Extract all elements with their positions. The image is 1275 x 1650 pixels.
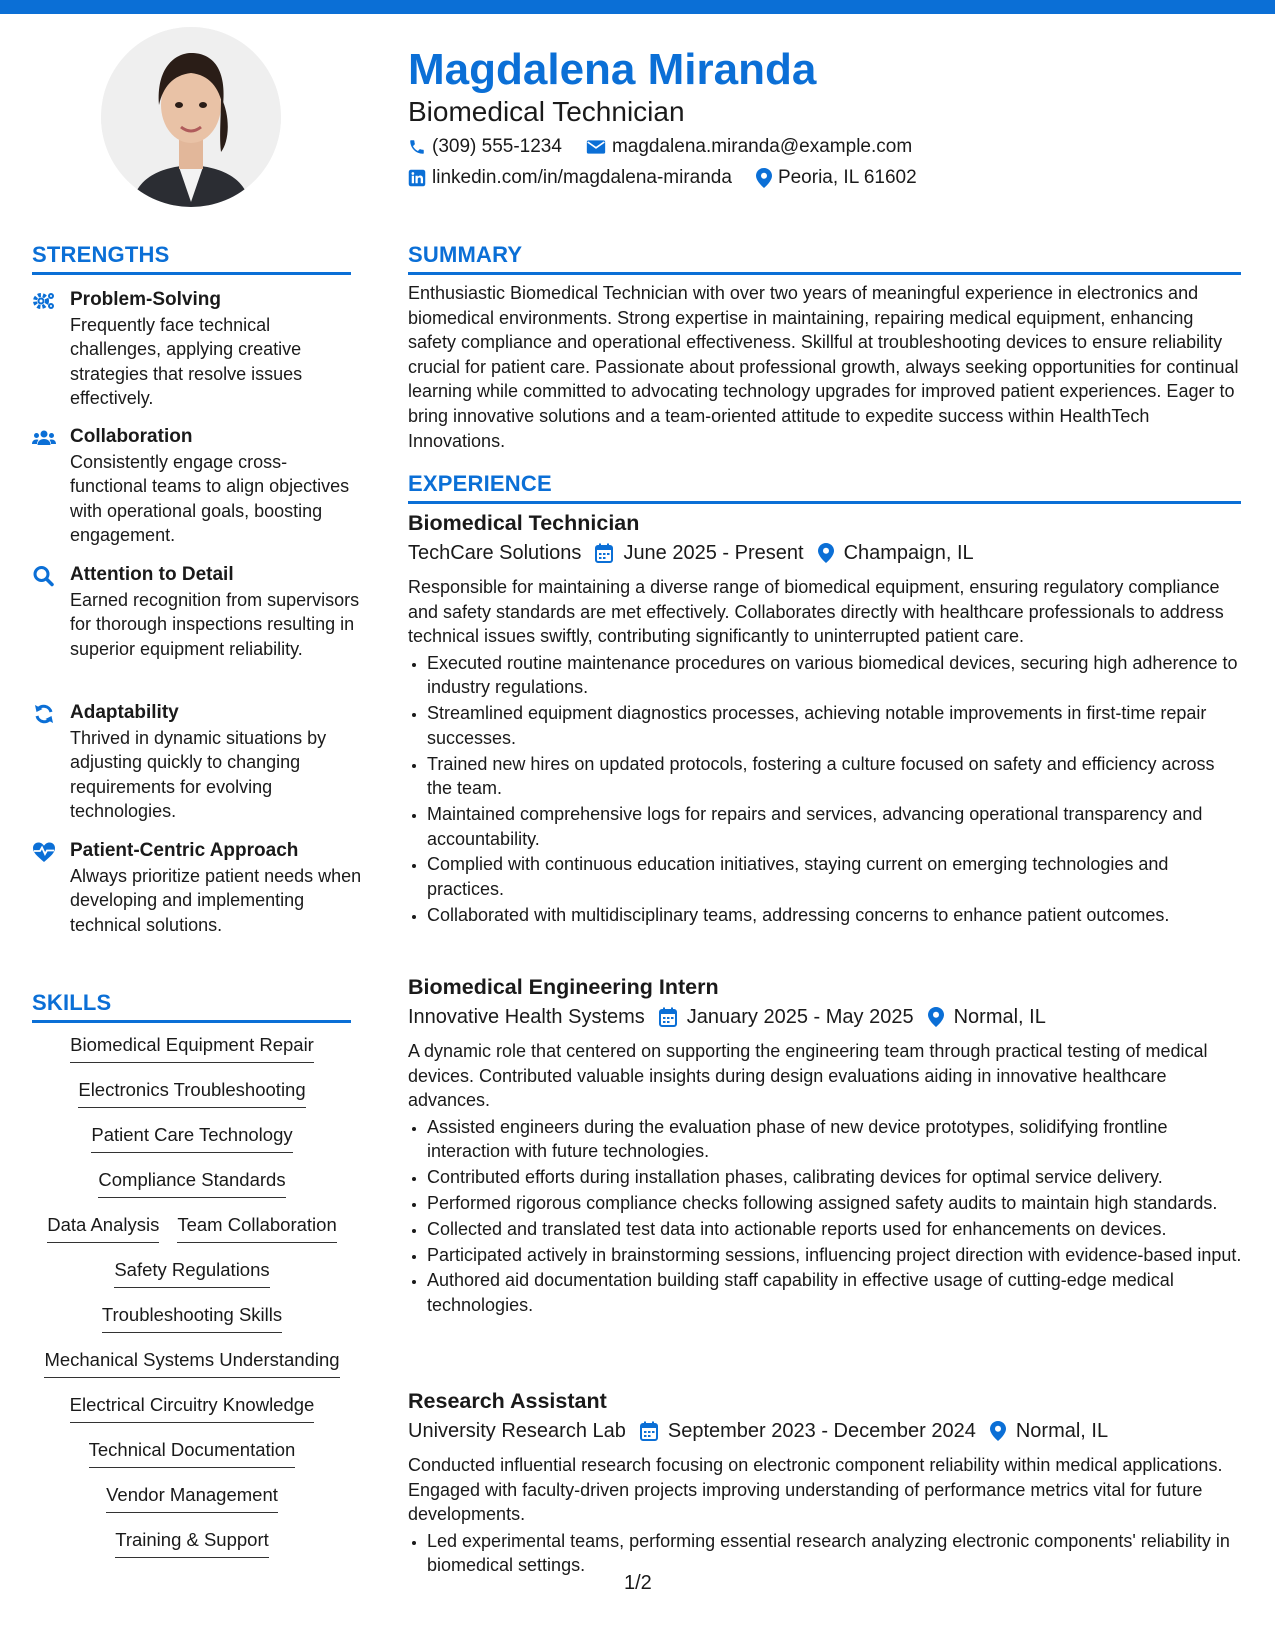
envelope-icon xyxy=(586,139,606,155)
job-location: Champaign, IL xyxy=(843,542,974,564)
job-bullet: • Participated actively in brainstorming sessions, influencing project direction with evidence-based input. xyxy=(427,1243,1242,1268)
job-company: TechCare Solutions xyxy=(408,542,582,564)
skills-heading: SKILLS xyxy=(32,990,112,1015)
job-entry xyxy=(408,1387,1242,1579)
strength-item xyxy=(32,288,362,418)
skill-tag: Electronics Troubleshooting xyxy=(78,1078,305,1108)
linkedin-contact[interactable] xyxy=(408,166,732,190)
page-number: 1/2 xyxy=(624,1572,652,1594)
job-bullet: • Led experimental teams, performing essential research analyzing electronic components' reliability in biomedical settings. xyxy=(427,1529,1242,1578)
top-accent-bar xyxy=(0,0,1275,14)
job-company: University Research Lab xyxy=(408,1420,626,1442)
job-entry xyxy=(408,509,1242,928)
skill-tag: Technical Documentation xyxy=(89,1438,296,1468)
job-meta xyxy=(408,1003,1242,1031)
strength-description: Always prioritize patient needs when developing and implementing technical solutions. xyxy=(70,866,362,935)
candidate-name: Magdalena Miranda xyxy=(408,45,817,94)
skill-tag: Safety Regulations xyxy=(114,1258,269,1288)
skill-tag: Electrical Circuitry Knowledge xyxy=(70,1393,315,1423)
map-pin-icon xyxy=(818,543,834,563)
job-entry xyxy=(408,973,1242,1319)
summary-text: Enthusiastic Biomedical Technician with over two years of meaningful experience in electronics and biomedical environments. Strong expertise in maintaining, repairing medical equipment, enhancing safety compliance and operational effectiveness. Skillful at troubleshooting devices to ensure reliability crucial for patient care. Passionate about professional growth, always seeking opportunities for continual learning while committed to advocating technology upgrades for improved patient experiences. Eager to bring innovative solutions and a team-oriented attitude to expedite success within HealthTech Innovations. xyxy=(408,283,1239,451)
job-location: Normal, IL xyxy=(953,1006,1046,1028)
job-description: Conducted influential research focusing on electronic component reliability within medical applications. Engaged with faculty-driven projects improving understanding of performance metrics vital for future developments. xyxy=(408,1455,1223,1525)
job-bullet: • Contributed efforts during installation phases, calibrating devices for optimal service delivery. xyxy=(427,1165,1242,1190)
location-text: Peoria, IL 61602 xyxy=(777,167,917,188)
job-bullets xyxy=(408,1115,1242,1318)
phone-icon xyxy=(408,138,426,156)
phone-contact xyxy=(408,135,562,159)
job-description: Responsible for maintaining a diverse range of biomedical equipment, ensuring regulatory compliance and safety standards are met effectively. Collaborates directly with healthcare professionals to address technical issues swiftly, contributing significantly to uninterrupted patient care. xyxy=(408,577,1224,647)
job-bullet: • Streamlined equipment diagnostics processes, achieving notable improvements in first-time repair successes. xyxy=(427,701,1242,750)
experience-heading: EXPERIENCE xyxy=(408,471,552,496)
email-contact[interactable] xyxy=(586,135,912,159)
job-dates: January 2025 - May 2025 xyxy=(686,1006,914,1028)
strength-description: Consistently engage cross-functional teams to align objectives with operational goals, boosting engagement. xyxy=(70,452,350,546)
job-bullets xyxy=(408,1529,1242,1578)
strengths-heading: STRENGTHS xyxy=(32,242,170,267)
skill-tag: Troubleshooting Skills xyxy=(102,1303,282,1333)
map-pin-icon xyxy=(756,168,772,188)
strength-item xyxy=(32,701,362,831)
heart-pulse-icon xyxy=(32,841,56,863)
strength-description: Earned recognition from supervisors for thorough inspections resulting in superior equipment reliability. xyxy=(70,590,360,659)
job-bullet: • Maintained comprehensive logs for repairs and services, advancing operational transparency and accountability. xyxy=(427,802,1242,851)
job-bullets xyxy=(408,651,1242,927)
experience-divider xyxy=(408,501,1241,504)
refresh-icon xyxy=(32,703,56,725)
calendar-icon xyxy=(640,1421,658,1441)
profile-photo xyxy=(101,27,281,207)
skill-tag: Biomedical Equipment Repair xyxy=(70,1033,314,1063)
strength-item xyxy=(32,839,362,969)
job-title: Research Assistant xyxy=(408,1389,607,1413)
phone-text: (309) 555-1234 xyxy=(432,136,562,157)
skill-tag: Compliance Standards xyxy=(98,1168,285,1198)
strengths-divider xyxy=(32,272,351,275)
job-bullet: • Collaborated with multidisciplinary teams, addressing concerns to enhance patient outcomes. xyxy=(427,903,1242,928)
skill-tag: Patient Care Technology xyxy=(91,1123,292,1153)
linkedin-text[interactable]: linkedin.com/in/magdalena-miranda xyxy=(432,167,732,188)
email-text[interactable]: magdalena.miranda@example.com xyxy=(611,136,913,157)
job-bullet: • Performed rigorous compliance checks following assigned safety audits to maintain high standards. xyxy=(427,1191,1242,1216)
candidate-title: Biomedical Technician xyxy=(408,96,685,127)
calendar-icon xyxy=(659,1007,677,1027)
strength-title: Problem-Solving xyxy=(70,289,221,310)
calendar-icon xyxy=(595,543,613,563)
location-contact xyxy=(756,166,917,190)
skills-list xyxy=(32,1033,352,1573)
summary-heading: SUMMARY xyxy=(408,242,523,267)
strength-title: Attention to Detail xyxy=(70,564,234,585)
job-location: Normal, IL xyxy=(1015,1420,1109,1442)
job-bullet: • Assisted engineers during the evaluation phase of new device prototypes, solidifying frontline interaction with future technologies. xyxy=(427,1115,1242,1164)
strength-description: Thrived in dynamic situations by adjusting quickly to changing requirements for evolving technologies. xyxy=(70,728,327,822)
skill-tag: Vendor Management xyxy=(106,1483,278,1513)
summary-divider xyxy=(408,272,1241,275)
strength-title: Patient-Centric Approach xyxy=(70,840,299,861)
job-bullet: • Authored aid documentation building staff capability in effective usage of cutting-edge medical technologies. xyxy=(427,1268,1242,1317)
skills-divider xyxy=(32,1020,351,1023)
gears-icon xyxy=(32,290,56,312)
job-meta xyxy=(408,1417,1242,1445)
job-meta xyxy=(408,539,1242,567)
contact-row-1 xyxy=(408,135,936,159)
job-dates: September 2023 - December 2024 xyxy=(667,1420,976,1442)
magnifier-icon xyxy=(32,565,56,587)
map-pin-icon xyxy=(990,1421,1006,1441)
strength-item xyxy=(32,563,362,693)
job-title: Biomedical Engineering Intern xyxy=(408,975,719,999)
users-icon xyxy=(32,427,56,449)
map-pin-icon xyxy=(928,1007,944,1027)
strength-title: Adaptability xyxy=(70,702,179,723)
linkedin-icon xyxy=(408,169,426,187)
job-description: A dynamic role that centered on supporting the engineering team through practical testing of medical devices. Contributed valuable insights during design evaluations aiding in innovative healthcare advances. xyxy=(408,1041,1208,1111)
skill-tag: Mechanical Systems Understanding xyxy=(44,1348,339,1378)
job-bullet: • Executed routine maintenance procedures on various biomedical devices, securing high adherence to industry regulations. xyxy=(427,651,1242,700)
strength-description: Frequently face technical challenges, applying creative strategies that resolve issues effectively. xyxy=(70,315,303,409)
skill-tag: Team Collaboration xyxy=(177,1213,336,1243)
job-bullet: • Trained new hires on updated protocols, fostering a culture focused on safety and efficiency across the team. xyxy=(427,752,1242,801)
contact-row-2 xyxy=(408,166,941,190)
job-bullet: • Complied with continuous education initiatives, staying current on emerging technologies and practices. xyxy=(427,852,1242,901)
job-dates: June 2025 - Present xyxy=(623,542,804,564)
job-company: Innovative Health Systems xyxy=(408,1006,645,1028)
strength-item xyxy=(32,425,362,555)
strength-title: Collaboration xyxy=(70,426,193,447)
skill-tag: Training & Support xyxy=(115,1528,269,1558)
job-bullet: • Collected and translated test data into actionable reports used for enhancements on devices. xyxy=(427,1217,1242,1242)
job-title: Biomedical Technician xyxy=(408,511,640,535)
skill-tag: Data Analysis xyxy=(47,1213,159,1243)
